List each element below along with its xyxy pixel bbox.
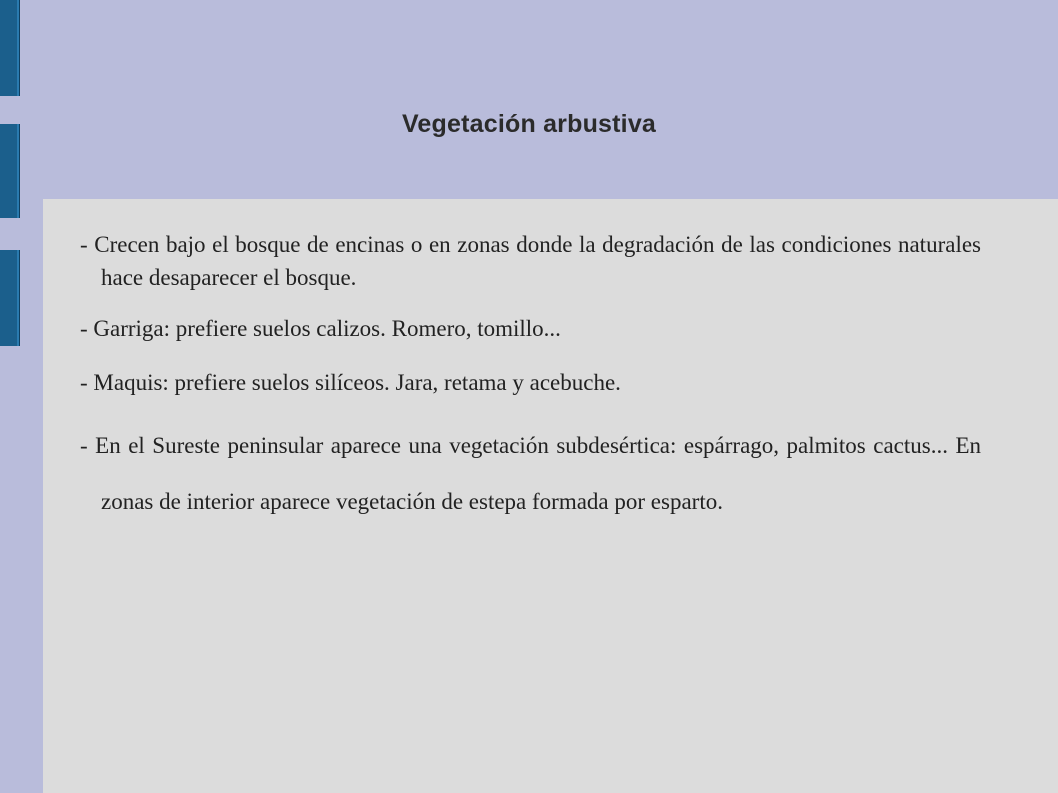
slide-title: Vegetación arbustiva xyxy=(401,110,657,138)
accent-bar-bottom xyxy=(0,250,20,346)
bullet-paragraph-4: - En el Sureste peninsular aparece una vegetación subdesértica: espárrago, palmitos cactus... En zonas de interior aparece vegetación de estepa formada por esparto. xyxy=(80,433,981,514)
accent-bar-top xyxy=(0,0,20,96)
bullet-paragraph-1: - Crecen bajo el bosque de encinas o en zonas donde la degradación de las condiciones naturales hace desaparecer el bosque. xyxy=(80,232,981,290)
bullet-paragraph-3: - Maquis: prefiere suelos silíceos. Jara, retama y acebuche. xyxy=(80,370,621,395)
bullet-paragraph-2: - Garriga: prefiere suelos calizos. Romero, tomillo... xyxy=(80,316,561,341)
